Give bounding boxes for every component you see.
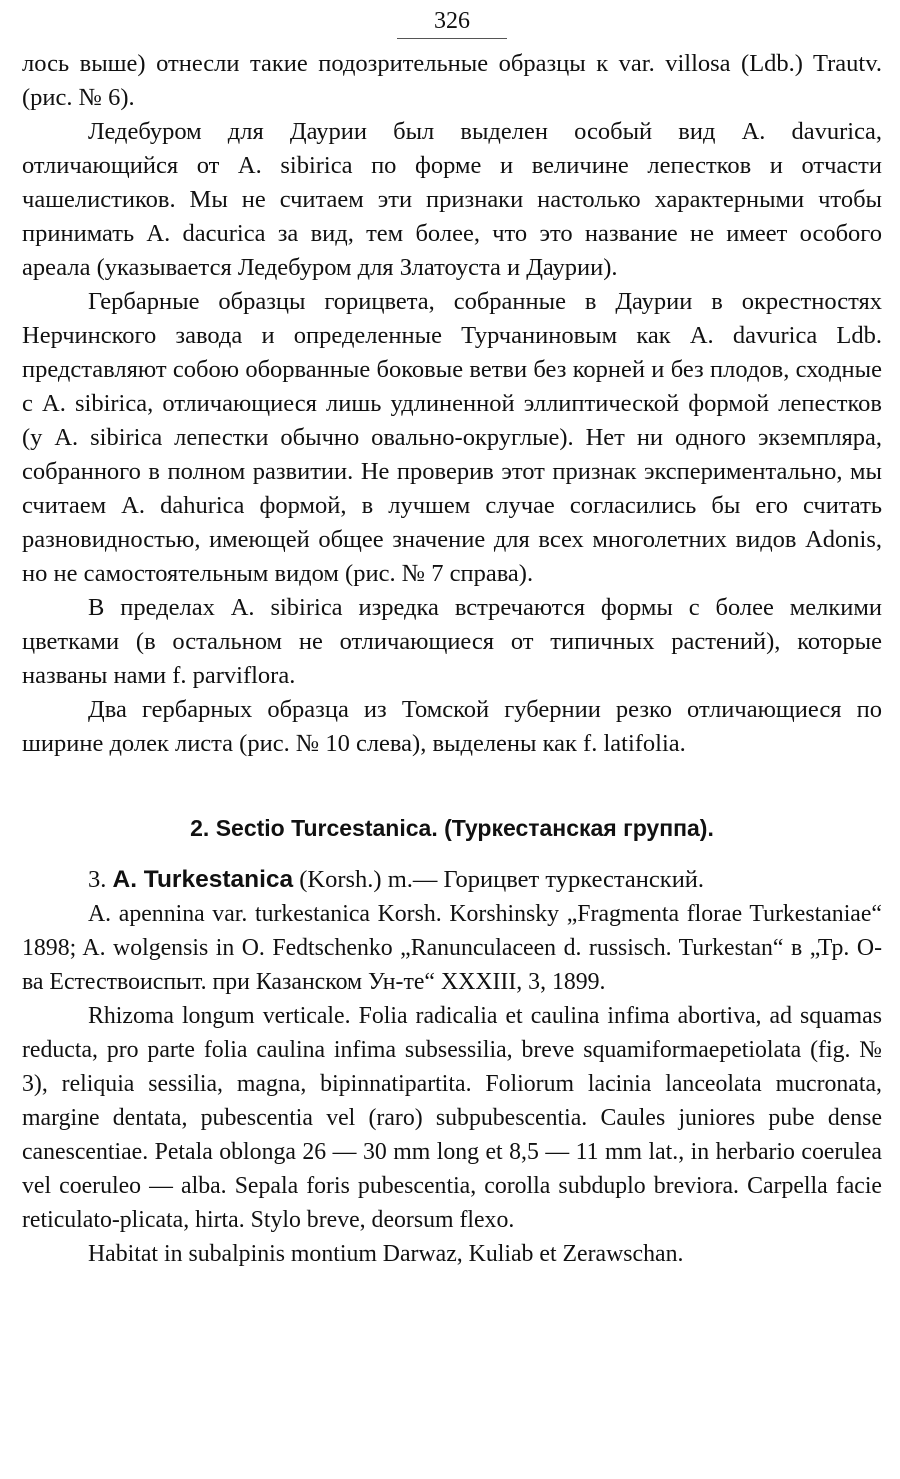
habitat-paragraph: Habitat in subalpinis montium Darwaz, Kuliab et Zerawschan. bbox=[88, 1241, 684, 1267]
description-paragraph: Rhizoma longum verticale. Folia radicalia et caulina infima abortiva, ad squamas reducta, pro parte folia caulina infima subsessilia, breve squamiformaepetiolata (fig. № 3), reliquia sessilia, magna, bipinnatipartita. Foliorum lacinia lanceolata mucronata, margine dentata, pubescentia vel (raro) subpubescentia. Caules juniores pube dense canescentiae. Petala oblonga 26 — 30 mm long et 8,5 — 11 mm lat., in herbario coerulea vel coeruleo — alba. Sepala foris pubescentia, corolla subduplo breviora. Carpella facie reticulato-plicata, hirta. Stylo breve, deorsum flexo. bbox=[22, 1003, 882, 1233]
page-number-rule bbox=[397, 38, 507, 39]
page-number bbox=[22, 6, 882, 39]
species-number: 3. bbox=[88, 866, 107, 893]
section-heading: 2. Sectio Turcestanica. (Туркестанская группа). bbox=[190, 815, 714, 841]
paragraph-4: В пределах A. sibirica изредка встречаются формы с более мелкими цветками (в остальном не отличающиеся от типичных растений), которые названы нами f. parviflora. bbox=[22, 594, 882, 689]
paragraph-3: Гербарные образцы горицвета, собранные в Даурии в окрестностях Нерчинского завода и определенные Турчаниновым как A. davurica Ldb. представляют собою оборванные боковые ветви без корней и без плодов, сходные с A. sibirica, отличающиеся лишь удлиненной эллиптической формой лепестков (у A. sibirica лепестки обычно овально-округлые). Нет ни одного экземпляра, собранного в полном развитии. Не проверив этот признак экспериментально, мы считаем A. dahurica формой, в лучшем случае согласились бы его считать разновидностью, имеющей общее значение для всех многолетних видов Adonis, но не самостоятельным видом (рис. № 7 справа). bbox=[22, 288, 882, 587]
species-name: A. Turkestanica bbox=[112, 866, 294, 893]
page-number-text: 326 bbox=[434, 8, 470, 34]
paragraph-2: Ледебуром для Даурии был выделен особый вид A. davurica, отличающийся от A. sibirica по форме и величине лепестков и отчасти чашелистиков. Мы не считаем эти признаки настолько характерными чтобы принимать A. dacurica за вид, тем более, что это название не имеет особого ареала (указывается Ледебуром для Златоуста и Даурии). bbox=[22, 118, 882, 281]
paragraph-5: Два гербарных образца из Томской губернии резко отличающиеся по ширине долек листа (рис. № 10 слева), выделены как f. latifolia. bbox=[22, 696, 882, 757]
species-heading bbox=[22, 863, 882, 897]
species-author: (Korsh.) m.— Горицвет туркестанский. bbox=[299, 866, 705, 893]
paragraph-1: лось выше) отнесли такие подозрительные образцы к var. villosa (Ldb.) Trautv. (рис. № 6). bbox=[22, 50, 882, 111]
synonymy-paragraph: A. apennina var. turkestanica Korsh. Korshinsky „Fragmenta florae Turkestaniae“ 1898; A. wolgensis in O. Fedtschenko „Ranunculaceen d. russisch. Turkestan“ в „Тр. О-ва Естествоиспыт. при Казанском Ун-те“ XXXIII, 3, 1899. bbox=[22, 901, 882, 995]
